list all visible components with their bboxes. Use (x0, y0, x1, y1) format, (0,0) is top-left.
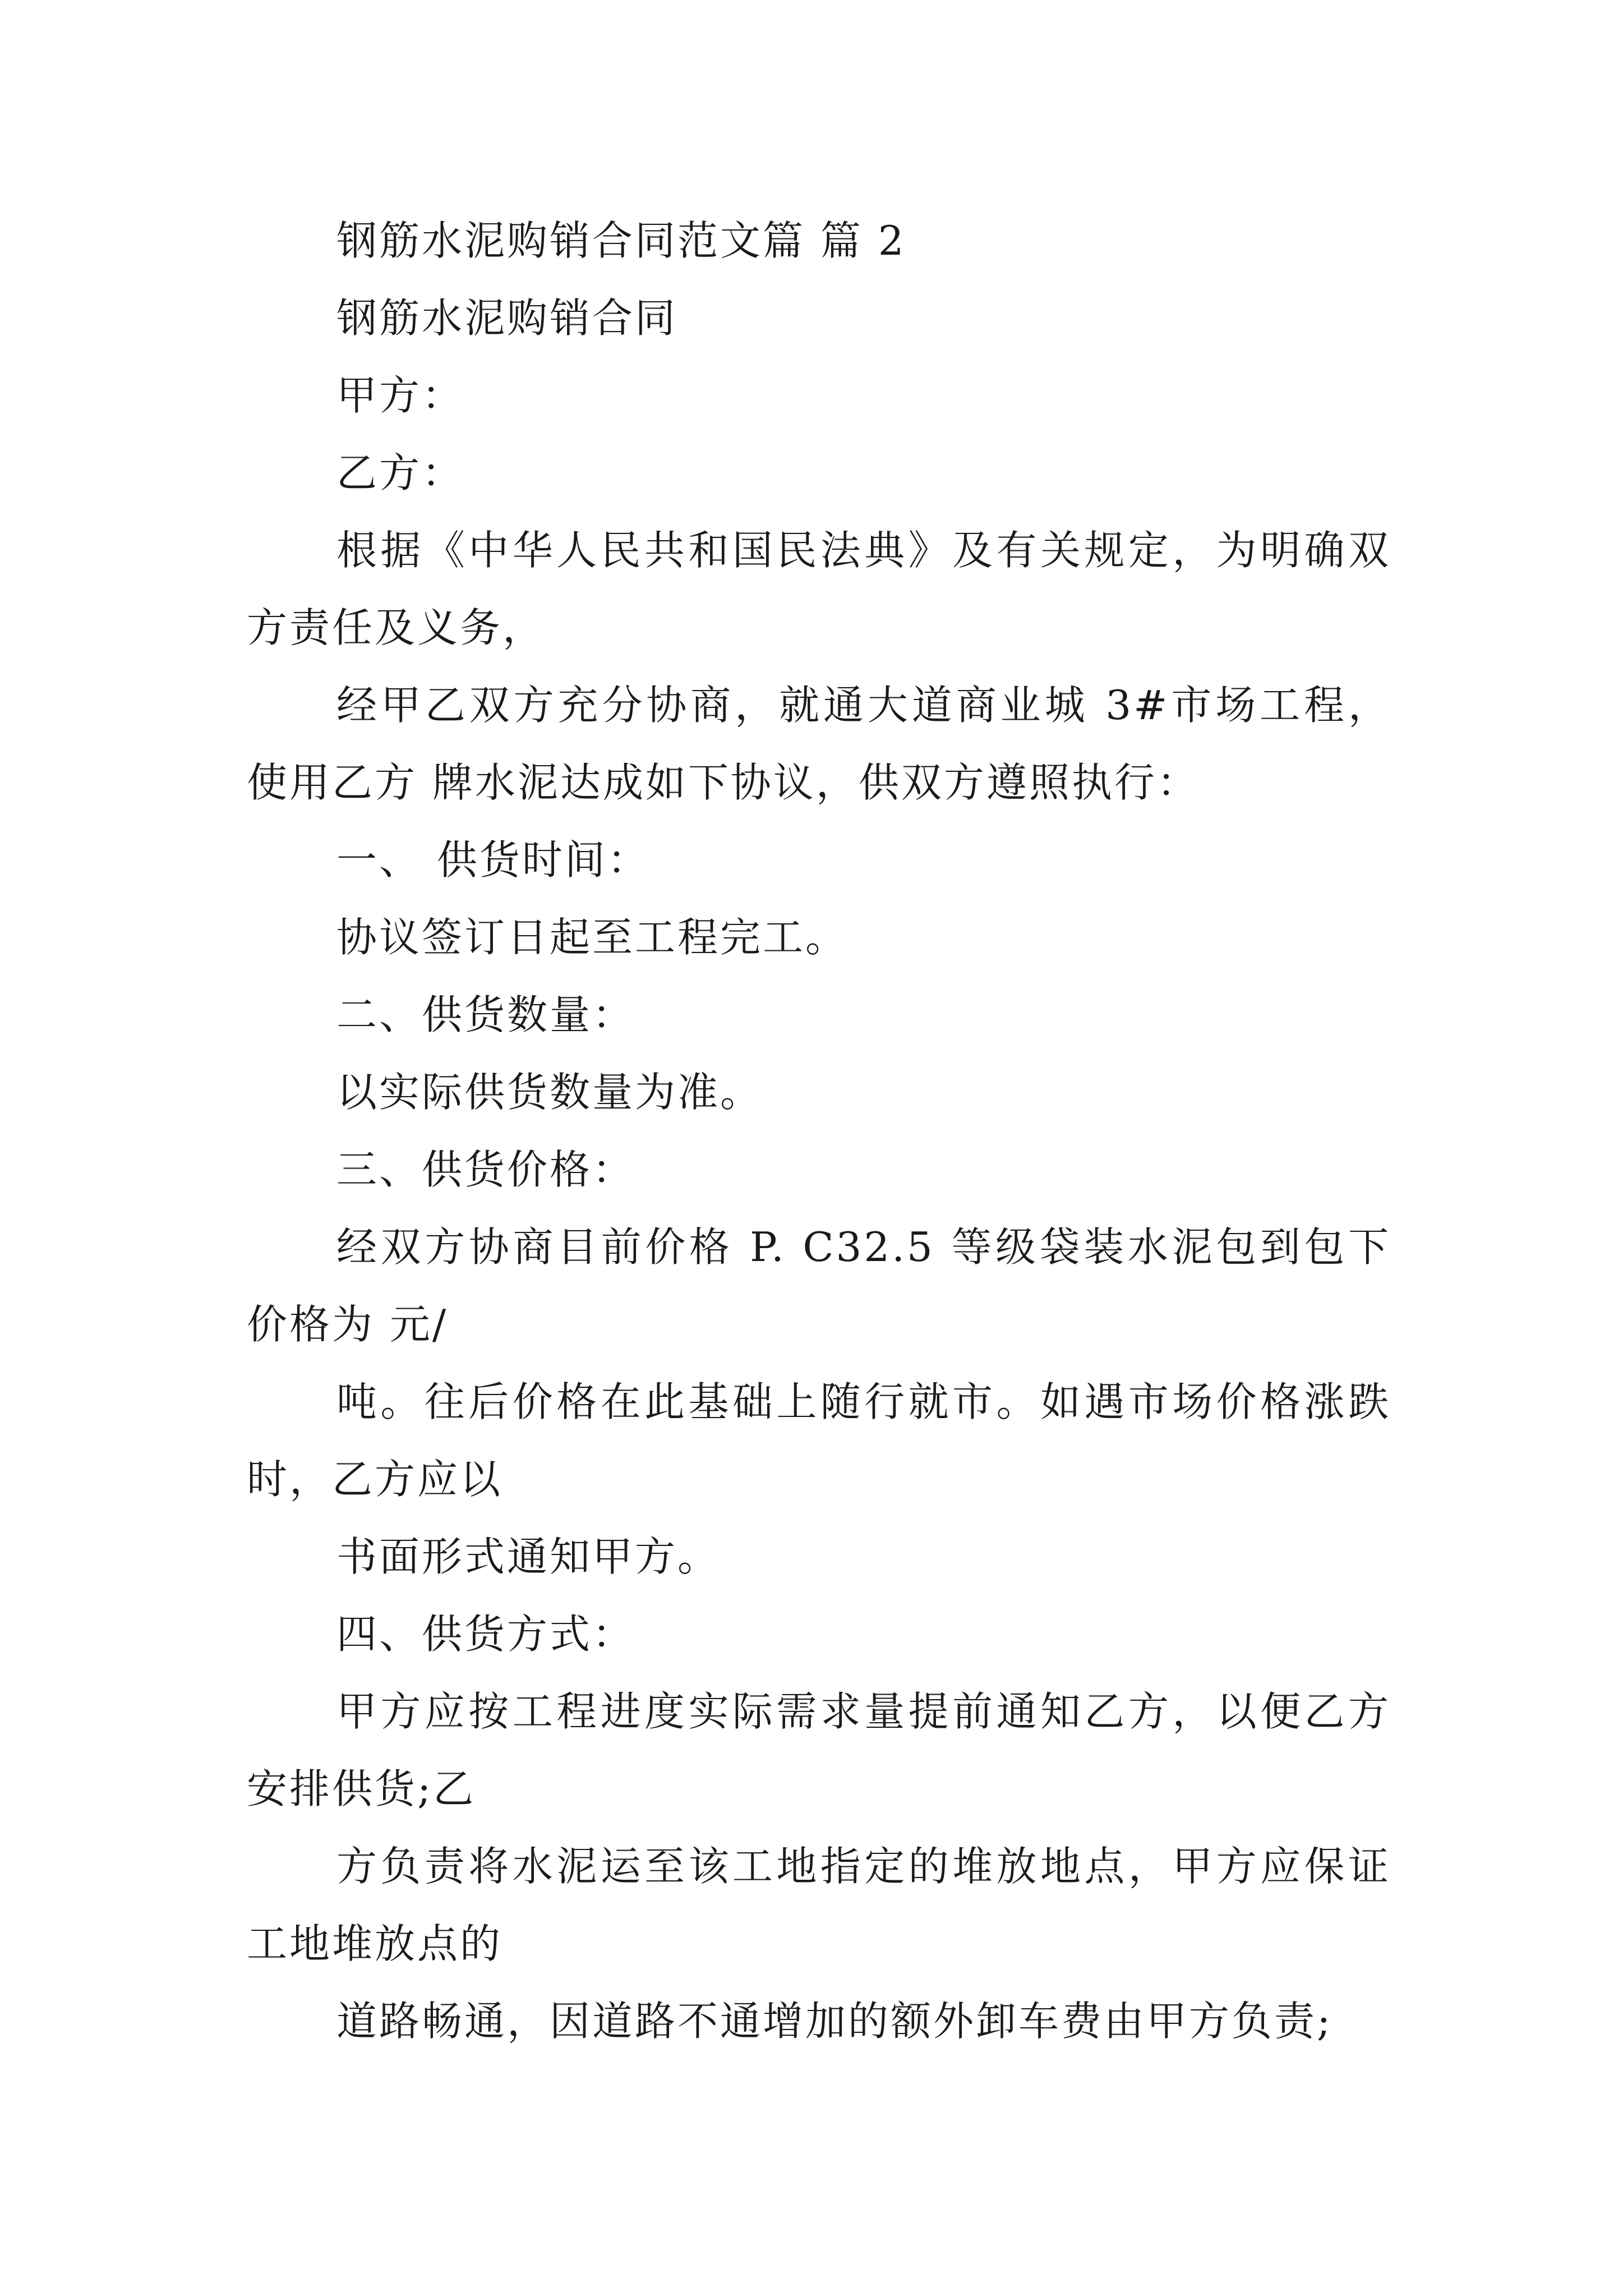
document-heading: 钢筋水泥购销合同范文篇 篇 2 (336, 217, 906, 264)
section-heading: 四、供货方式： (336, 1611, 635, 1658)
party-b-line: 乙方： (336, 449, 465, 496)
paragraph: 根据《中华人民共和国民法典》及有关规定，为明确双方责任及义务， (247, 527, 1391, 651)
paragraph: 书面形式通知甲方。 (336, 1533, 721, 1580)
paragraph: 方负责将水泥运至该工地指定的堆放地点，甲方应保证工地堆放点的 (247, 1843, 1391, 1967)
paragraph: 经甲乙双方充分协商，就通大道商业城 3#市场工程，使用乙方 牌水泥达成如下协议，供双方遵照执行： (247, 682, 1391, 806)
document-body (247, 202, 1391, 2060)
section-heading: 三、供货价格： (336, 1146, 635, 1193)
paragraph: 道路畅通，因道路不通增加的额外卸车费由甲方负责; (336, 1998, 1333, 2045)
section-heading: 二、供货数量： (336, 991, 635, 1038)
paragraph: 以实际供货数量为准。 (336, 1069, 763, 1116)
section-heading: 一、 供货时间： (336, 836, 650, 884)
paragraph: 甲方应按工程进度实际需求量提前通知乙方，以便乙方安排供货;乙 (247, 1688, 1391, 1812)
paragraph: 协议签订日起至工程完工。 (336, 914, 849, 961)
paragraph: 经双方协商目前价格 P. C32.5 等级袋装水泥包到包下价格为 元/ (247, 1223, 1391, 1348)
party-a-line: 甲方： (336, 372, 465, 419)
contract-title: 钢筋水泥购销合同 (336, 295, 678, 342)
paragraph: 吨。往后价格在此基础上随行就市。如遇市场价格涨跌时，乙方应以 (247, 1378, 1391, 1503)
